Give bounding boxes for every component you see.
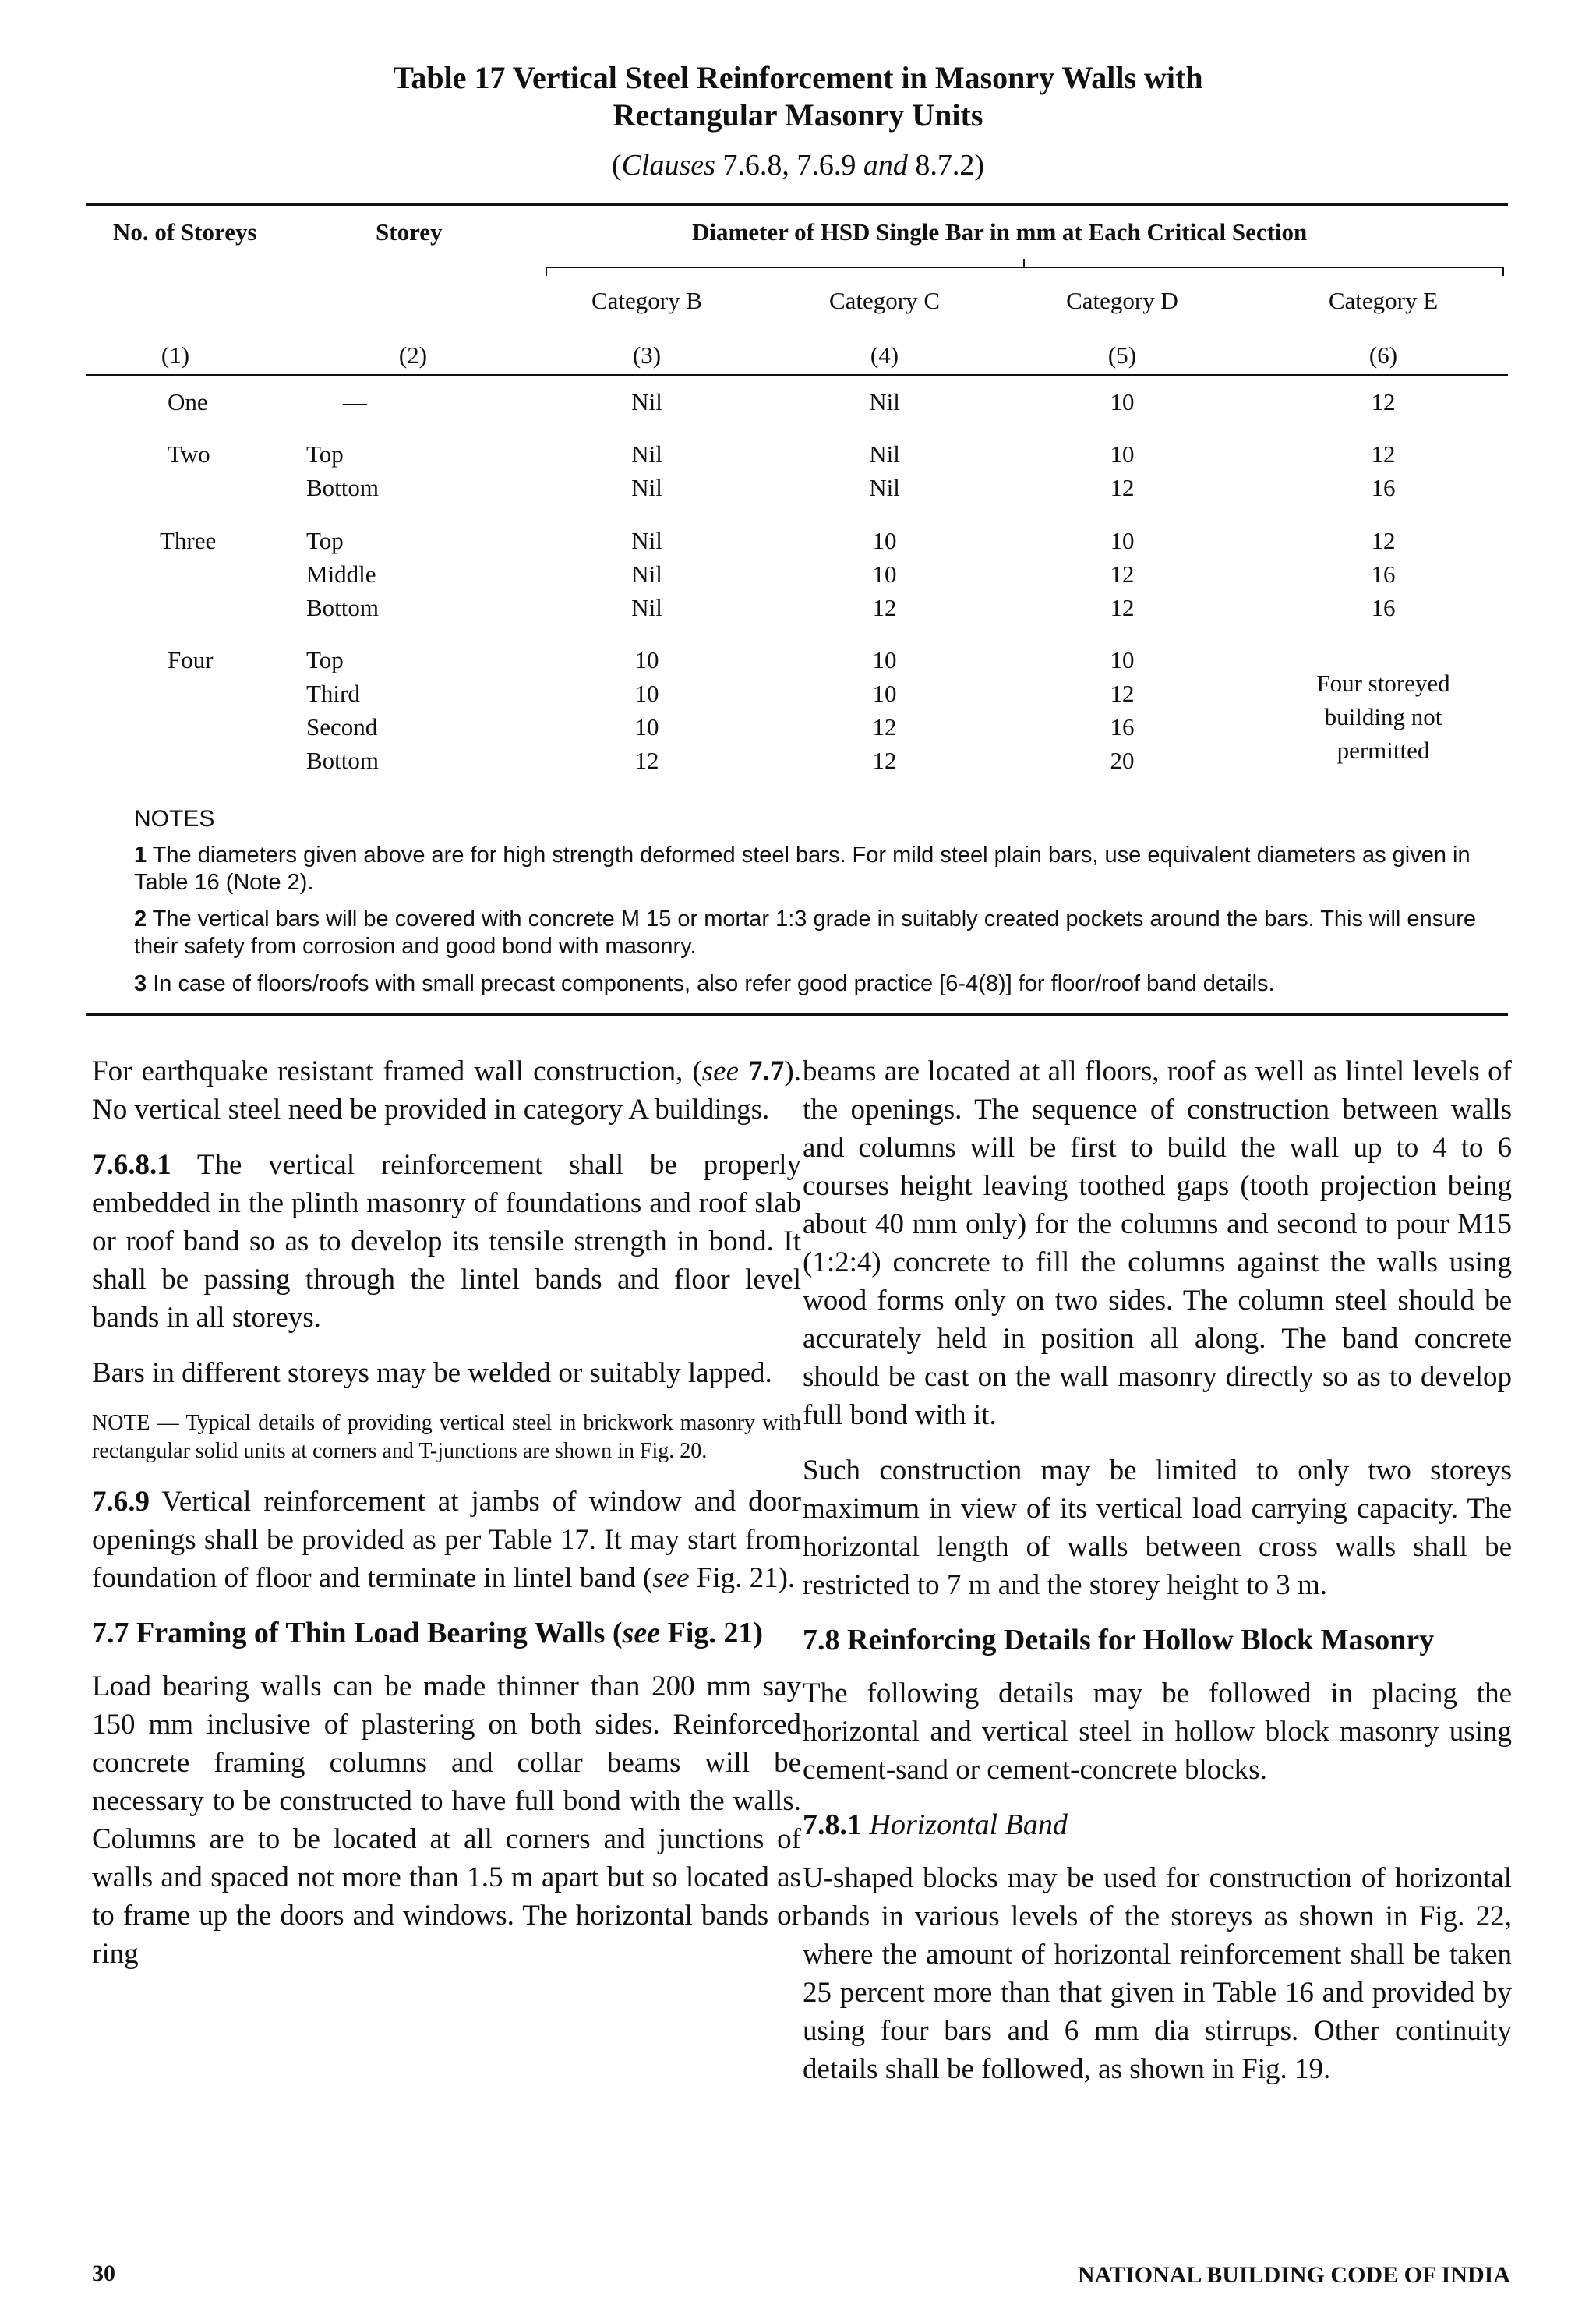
header-no-of-storeys: No. of Storeys bbox=[113, 218, 257, 246]
cell-cat-c: 12 bbox=[872, 713, 897, 741]
see-ref: see bbox=[652, 1562, 690, 1594]
text-run: ). No vertical steel need be provided in category A buildings. bbox=[92, 1055, 801, 1126]
note-3 bbox=[134, 970, 1494, 998]
cell-cat-d: 12 bbox=[1110, 560, 1135, 588]
cell-cat-e: 12 bbox=[1371, 388, 1396, 415]
storey-cell: — bbox=[343, 388, 367, 415]
storey-cell: Top bbox=[306, 527, 344, 554]
clauses-end: 8.7.2 bbox=[907, 149, 975, 182]
clause-number: 7.6.9 bbox=[92, 1486, 150, 1518]
cell-cat-b: 10 bbox=[634, 680, 659, 707]
heading-7-8-1 bbox=[803, 1806, 1512, 1844]
publication-name: NATIONAL BUILDING CODE OF INDIA bbox=[1077, 2262, 1510, 2288]
group-name: Three bbox=[160, 527, 217, 554]
clauses-and: and bbox=[863, 149, 908, 182]
cell-cat-b: Nil bbox=[631, 527, 662, 554]
storey-cell: Middle bbox=[306, 560, 376, 588]
cell-cat-c: Nil bbox=[869, 474, 900, 501]
col-number-1: (1) bbox=[161, 341, 190, 369]
cell-cat-b: Nil bbox=[631, 560, 662, 588]
clause-7-6-8-1 bbox=[92, 1146, 801, 1337]
heading-7-8: 7.8 Reinforcing Details for Hollow Block Masonry bbox=[803, 1624, 1435, 1656]
clause-7-6-9 bbox=[92, 1483, 801, 1597]
group-name: Two bbox=[168, 440, 210, 468]
cell-cat-d: 10 bbox=[1110, 527, 1135, 554]
table-caption bbox=[0, 59, 1596, 134]
paragraph bbox=[92, 1052, 801, 1129]
cell-cat-c: 10 bbox=[872, 680, 897, 707]
cell-cat-b: Nil bbox=[631, 474, 662, 501]
note-line: Four storeyed bbox=[1316, 670, 1450, 697]
heading-text: Fig. 21) bbox=[660, 1617, 764, 1649]
paragraph: U-shaped blocks may be used for construction of horizontal bands in various levels of the storeys as shown in Fig. 22, where the amount of horizontal reinforcement shall be taken 25 percent more than that given in Table 16 and provided by using four bars and 6 mm dia stirrups. Other continuity details shall be followed, as shown in Fig. 19. bbox=[803, 1862, 1512, 2085]
note-number: 2 bbox=[134, 907, 147, 931]
cell-cat-b: 12 bbox=[634, 747, 659, 774]
clause-number: 7.8.1 bbox=[803, 1808, 862, 1841]
col-number-2: (2) bbox=[398, 341, 428, 369]
see-ref: see bbox=[701, 1055, 740, 1087]
note-body: The vertical bars will be covered with concrete M 15 or mortar 1:3 grade in suitably created pockets around the bars. This will ensure their safety from corrosion and good bond with masonry. bbox=[134, 907, 1477, 959]
header-brace-right-tick bbox=[1502, 267, 1504, 276]
cell-cat-c: 10 bbox=[872, 527, 897, 554]
heading-7-7 bbox=[92, 1614, 801, 1652]
cell-cat-b: Nil bbox=[631, 594, 662, 621]
storey-cell: Bottom bbox=[306, 747, 380, 774]
heading-text: Horizontal Band bbox=[862, 1808, 1068, 1841]
text-run: For earthquake resistant framed wall construction, ( bbox=[92, 1055, 702, 1087]
note-body: The diameters given above are for high strength deformed steel bars. For mild steel plain bars, use equivalent diameters as given in Table 16 (Note 2). bbox=[134, 843, 1471, 895]
table-clauses: (Clauses 7.6.8, 7.6.9 and 8.7.2) bbox=[611, 149, 985, 182]
cell-cat-d: 12 bbox=[1110, 594, 1135, 621]
four-storey-not-permitted-note bbox=[1266, 666, 1500, 767]
cell-cat-b: Nil bbox=[631, 388, 662, 415]
header-brace-left-tick bbox=[546, 267, 547, 276]
page-number: 30 bbox=[92, 2261, 115, 2286]
table-bottom-rule bbox=[86, 1013, 1508, 1016]
right-column bbox=[803, 1052, 1512, 2105]
note-number: 1 bbox=[134, 843, 147, 868]
cell-cat-e: 16 bbox=[1371, 474, 1396, 501]
cell-cat-c: 10 bbox=[872, 646, 897, 673]
text-run: Fig. 21). bbox=[689, 1562, 796, 1594]
cell-cat-d: 10 bbox=[1110, 646, 1135, 673]
clauses-prefix: Clauses bbox=[621, 149, 715, 182]
storey-cell: Bottom bbox=[306, 474, 380, 501]
heading-text: 7.7 Framing of Thin Load Bearing Walls ( bbox=[92, 1617, 623, 1649]
cell-cat-d: 10 bbox=[1110, 440, 1135, 468]
text-run: Vertical reinforcement at jambs of window and door openings shall be provided as per Table 17. It may start from foundation of floor and terminate in lintel band ( bbox=[92, 1486, 801, 1594]
col-number-5: (5) bbox=[1107, 341, 1137, 369]
note-2 bbox=[134, 906, 1494, 960]
left-column bbox=[92, 1052, 801, 1990]
table-caption-line1: Table 17 Vertical Steel Reinforcement in Masonry Walls with bbox=[393, 60, 1203, 95]
note-number: 3 bbox=[134, 971, 147, 996]
storey-cell: Top bbox=[306, 646, 344, 673]
group-name: One bbox=[168, 388, 208, 415]
see-ref: see bbox=[622, 1617, 661, 1649]
clauses-refs: 7.6.8, 7.6.9 bbox=[715, 149, 863, 182]
header-category-e: Category E bbox=[1328, 287, 1439, 314]
text-run: The vertical reinforcement shall be properly embedded in the plinth masonry of foundations and roof slab or roof band so as to develop its tensile strength in bond. It shall be passing through the lintel bands and floor level bands in all storeys. bbox=[92, 1149, 801, 1334]
note-fig-20: NOTE — Typical details of providing vertical steel in brickwork masonry with rectangular solid units at corners and T-junctions are shown in Fig. 20. bbox=[92, 1411, 801, 1463]
cell-cat-e: 12 bbox=[1371, 440, 1396, 468]
clause-ref: 7.7 bbox=[739, 1055, 785, 1087]
header-category-c: Category C bbox=[828, 287, 941, 314]
cell-cat-d: 12 bbox=[1110, 474, 1135, 501]
header-brace-center-tick bbox=[1023, 259, 1025, 267]
header-storey: Storey bbox=[376, 218, 443, 246]
notes-heading: NOTES bbox=[134, 806, 215, 832]
cell-cat-c: 12 bbox=[872, 747, 897, 774]
note-line: permitted bbox=[1336, 737, 1430, 764]
storey-cell: Third bbox=[306, 680, 360, 707]
table-caption-line2: Rectangular Masonry Units bbox=[613, 97, 983, 133]
cell-cat-c: Nil bbox=[869, 440, 900, 468]
storey-cell: Second bbox=[306, 713, 378, 741]
cell-cat-d: 16 bbox=[1110, 713, 1135, 741]
group-name: Four bbox=[168, 646, 214, 673]
header-span-brace bbox=[546, 267, 1504, 268]
cell-cat-e: 12 bbox=[1371, 527, 1396, 554]
cell-cat-e: 16 bbox=[1371, 560, 1396, 588]
storey-cell: Bottom bbox=[306, 594, 380, 621]
cell-cat-c: Nil bbox=[869, 388, 900, 415]
cell-cat-c: 12 bbox=[872, 594, 897, 621]
cell-cat-b: 10 bbox=[634, 646, 659, 673]
cell-cat-d: 10 bbox=[1110, 388, 1135, 415]
header-category-d: Category D bbox=[1066, 287, 1178, 314]
col-number-6: (6) bbox=[1368, 341, 1398, 369]
header-category-b: Category B bbox=[591, 287, 703, 314]
cell-cat-d: 20 bbox=[1110, 747, 1135, 774]
note-line: building not bbox=[1324, 703, 1442, 730]
paragraph: beams are located at all floors, roof as well as lintel levels of the openings. The sequence of construction between walls and columns will be first to build the wall up to 4 to 6 courses height leaving toothed gaps (tooth projection being about 40 mm only) for the columns and second to pour M15 (1:2:4) concrete to fill the columns against the walls using wood forms only on two sides. The column steel should be accurately held in position all along. The band concrete should be cast on the wall masonry directly so as to develop full bond with it. bbox=[803, 1055, 1512, 1431]
cell-cat-b: Nil bbox=[631, 440, 662, 468]
table-top-rule bbox=[86, 203, 1508, 206]
paragraph: The following details may be followed in placing the horizontal and vertical steel in hollow block masonry using cement-sand or cement-concrete blocks. bbox=[803, 1677, 1512, 1786]
paragraph: Such construction may be limited to only two storeys maximum in view of its vertical load carrying capacity. The horizontal length of walls between cross walls shall be restricted to 7 m and the storey height to 3 m. bbox=[803, 1455, 1512, 1601]
header-diameter: Diameter of HSD Single Bar in mm at Each Critical Section bbox=[692, 218, 1308, 246]
paragraph: Load bearing walls can be made thinner than 200 mm say 150 mm inclusive of plastering on both sides. Reinforced concrete framing columns and collar beams will be necessary to be constructed to have full bond with the walls. Columns are to be located at all corners and junctions of walls and spaced not more than 1.5 m apart but so located as to frame up the doors and windows. The horizontal bands or ring bbox=[92, 1670, 801, 1970]
note-body: In case of floors/roofs with small precast components, also refer good practice [6-4(8)] for floor/roof band details. bbox=[147, 971, 1275, 996]
cell-cat-d: 12 bbox=[1110, 680, 1135, 707]
col-number-3: (3) bbox=[632, 341, 662, 369]
paragraph: Bars in different storeys may be welded or suitably lapped. bbox=[92, 1357, 772, 1389]
cell-cat-b: 10 bbox=[634, 713, 659, 741]
note-1 bbox=[134, 842, 1494, 896]
table-header-rule bbox=[86, 374, 1508, 376]
cell-cat-e: 16 bbox=[1371, 594, 1396, 621]
col-number-4: (4) bbox=[870, 341, 899, 369]
storey-cell: Top bbox=[306, 440, 344, 468]
cell-cat-c: 10 bbox=[872, 560, 897, 588]
clause-number: 7.6.8.1 bbox=[92, 1149, 171, 1181]
